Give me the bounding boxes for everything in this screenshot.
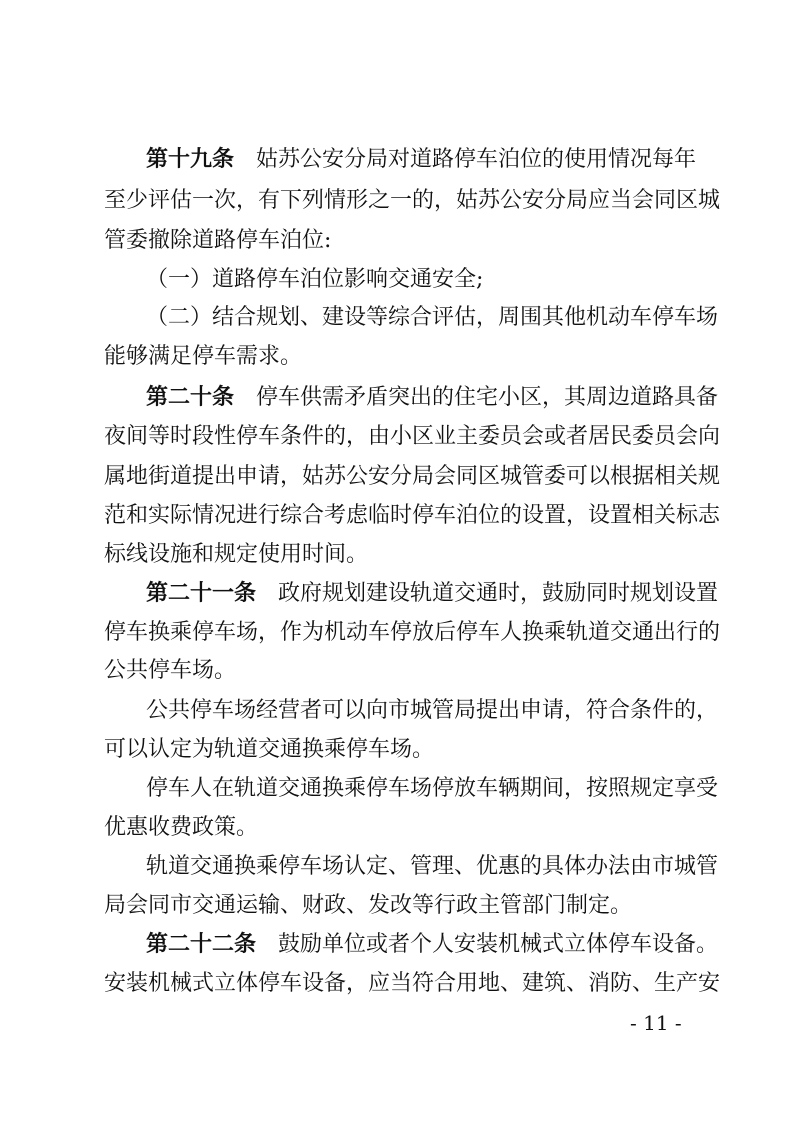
article-20-text: 停车供需矛盾突出的住宅小区，其周边道路具备 (256, 385, 719, 410)
article-19-title: 第十九条 (146, 147, 235, 172)
article-19-text: 姑苏公安分局对道路停车泊位的使用情况每年 (256, 147, 697, 172)
article-20-title: 第二十条 (146, 385, 235, 410)
article-19-line-2: 至少评估一次，有下列情形之一的，姑苏公安分局应当会同区城 (104, 188, 721, 213)
article-20-line-3: 属地街道提出申请，姑苏公安分局会同区城管委可以根据相关规 (104, 464, 721, 489)
article-20-line-2: 夜间等时段性停车条件的，由小区业主委员会或者居民委员会向 (104, 424, 721, 449)
article-21-paragraph-2-cont: 可以认定为轨道交通换乘停车场。 (104, 737, 435, 762)
article-21-text: 政府规划建设轨道交通时，鼓励同时规划设置 (278, 581, 719, 606)
article-22-line-1 (146, 930, 718, 960)
article-21-paragraph-3-cont: 优惠收费政策。 (104, 815, 259, 840)
article-19-item-2-cont: 能够满足停车需求。 (104, 344, 303, 369)
article-20-line-4: 范和实际情况进行综合考虑临时停车泊位的设置，设置相关标志 (104, 503, 721, 528)
article-19-line-1 (146, 145, 696, 175)
article-21-paragraph-4: 轨道交通换乘停车场认定、管理、优惠的具体办法由市城管 (146, 854, 719, 879)
article-21-paragraph-3: 停车人在轨道交通换乘停车场停放车辆期间，按照规定享受 (146, 776, 719, 801)
article-20-line-5: 标线设施和规定使用时间。 (104, 542, 369, 567)
article-21-title: 第二十一条 (146, 581, 257, 606)
article-19-item-2: （二）结合规划、建设等综合评估，周围其他机动车停车场 (146, 305, 719, 330)
article-21-line-1 (146, 579, 718, 609)
article-21-paragraph-4-cont: 局会同市交通运输、财政、发改等行政主管部门制定。 (104, 893, 633, 918)
article-22-text: 鼓励单位或者个人安装机械式立体停车设备。 (278, 932, 719, 957)
article-21-paragraph-2: 公共停车场经营者可以向市城管局提出申请，符合条件的， (146, 698, 719, 723)
article-20-line-1 (146, 383, 718, 413)
article-22-title: 第二十二条 (146, 932, 257, 957)
article-21-line-3: 公共停车场。 (104, 658, 237, 683)
article-19-item-1: （一）道路停车泊位影响交通安全; (146, 267, 484, 292)
article-22-line-2: 安装机械式立体停车设备，应当符合用地、建筑、消防、生产安 (104, 971, 721, 996)
page-number: - 11 - (630, 1011, 682, 1035)
article-19-line-3: 管委撤除道路停车泊位: (104, 228, 332, 253)
article-21-line-2: 停车换乘停车场，作为机动车停放后停车人换乘轨道交通出行的 (104, 620, 721, 645)
